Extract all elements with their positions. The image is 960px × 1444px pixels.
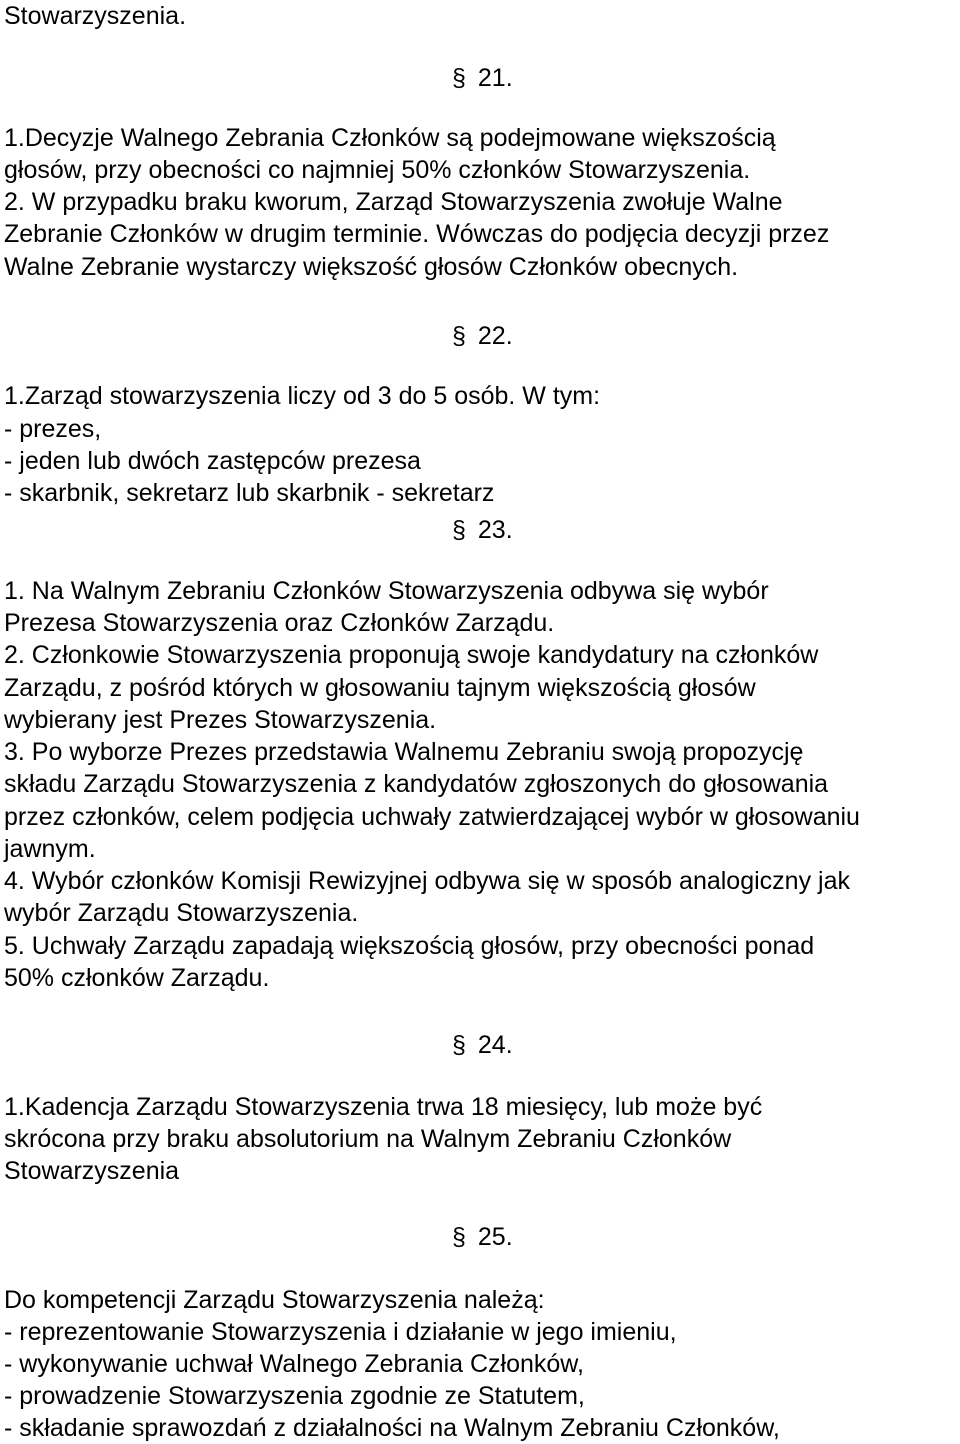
section-number: 22. (477, 322, 513, 350)
text-line: - skarbnik, sekretarz lub skarbnik - sekretarz (4, 479, 495, 507)
text-line: 1.Kadencja Zarządu Stowarzyszenia trwa 18 miesięcy, lub może być (4, 1093, 763, 1121)
text-line: Stowarzyszenia (4, 1157, 180, 1185)
section-heading-21 (452, 62, 513, 94)
section-heading-22 (452, 320, 513, 352)
text-line: 1. Na Walnym Zebraniu Członków Stowarzyszenia odbywa się wybór (4, 577, 769, 605)
text-line: składu Zarządu Stowarzyszenia z kandydatów zgłoszonych do głosowania (4, 770, 829, 798)
section-symbol: § (452, 64, 466, 92)
section-symbol: § (452, 1031, 466, 1059)
section-symbol: § (452, 516, 466, 544)
section-number: 25. (477, 1223, 513, 1251)
text-line: - prowadzenie Stowarzyszenia zgodnie ze Statutem, (4, 1382, 585, 1410)
section-number: 21. (477, 64, 513, 92)
text-line: skrócona przy braku absolutorium na Walnym Zebraniu Członków (4, 1125, 732, 1153)
section-number: 24. (477, 1031, 513, 1059)
text-line: 1.Decyzje Walnego Zebrania Członków są podejmowane większością (4, 124, 776, 152)
text-line: wybierany jest Prezes Stowarzyszenia. (4, 706, 437, 734)
text-line: - wykonywanie uchwał Walnego Zebrania Członków, (4, 1350, 584, 1378)
text-line: - reprezentowanie Stowarzyszenia i działanie w jego imieniu, (4, 1318, 677, 1346)
text-line: 3. Po wyborze Prezes przedstawia Walnemu Zebraniu swoją propozycję (4, 738, 804, 766)
text-line: 4. Wybór członków Komisji Rewizyjnej odbywa się w sposób analogiczny jak (4, 867, 850, 895)
text-line: jawnym. (4, 835, 96, 863)
text-line: 1.Zarząd stowarzyszenia liczy od 3 do 5 osób. W tym: (4, 382, 601, 410)
section-heading-24 (452, 1029, 513, 1061)
text-line: - składanie sprawozdań z działalności na Walnym Zebraniu Członków, (4, 1414, 780, 1442)
section-symbol: § (452, 1223, 466, 1251)
text-line: - jeden lub dwóch zastępców prezesa (4, 447, 421, 475)
section-symbol: § (452, 322, 466, 350)
section-number: 23. (477, 516, 513, 544)
section-heading-25 (452, 1221, 513, 1253)
text-line: przez członków, celem podjęcia uchwały zatwierdzającej wybór w głosowaniu (4, 803, 860, 831)
text-line: Do kompetencji Zarządu Stowarzyszenia należą: (4, 1286, 545, 1314)
text-line: Zarządu, z pośród których w głosowaniu tajnym większością głosów (4, 674, 756, 702)
text-line: Stowarzyszenia. (4, 2, 187, 30)
text-line: wybór Zarządu Stowarzyszenia. (4, 899, 359, 927)
text-line: Prezesa Stowarzyszenia oraz Członków Zarządu. (4, 609, 555, 637)
text-line: głosów, przy obecności co najmniej 50% członków Stowarzyszenia. (4, 156, 751, 184)
text-line: 2. W przypadku braku kworum, Zarząd Stowarzyszenia zwołuje Walne (4, 188, 783, 216)
text-line: 2. Członkowie Stowarzyszenia proponują swoje kandydatury na członków (4, 641, 819, 669)
text-line: - prezes, (4, 415, 102, 443)
text-line: Zebranie Członków w drugim terminie. Wówczas do podjęcia decyzji przez (4, 220, 830, 248)
text-line: 50% członków Zarządu. (4, 964, 270, 992)
section-heading-23 (452, 514, 513, 546)
text-line: Walne Zebranie wystarczy większość głosów Członków obecnych. (4, 253, 739, 281)
text-line: 5. Uchwały Zarządu zapadają większością głosów, przy obecności ponad (4, 932, 815, 960)
